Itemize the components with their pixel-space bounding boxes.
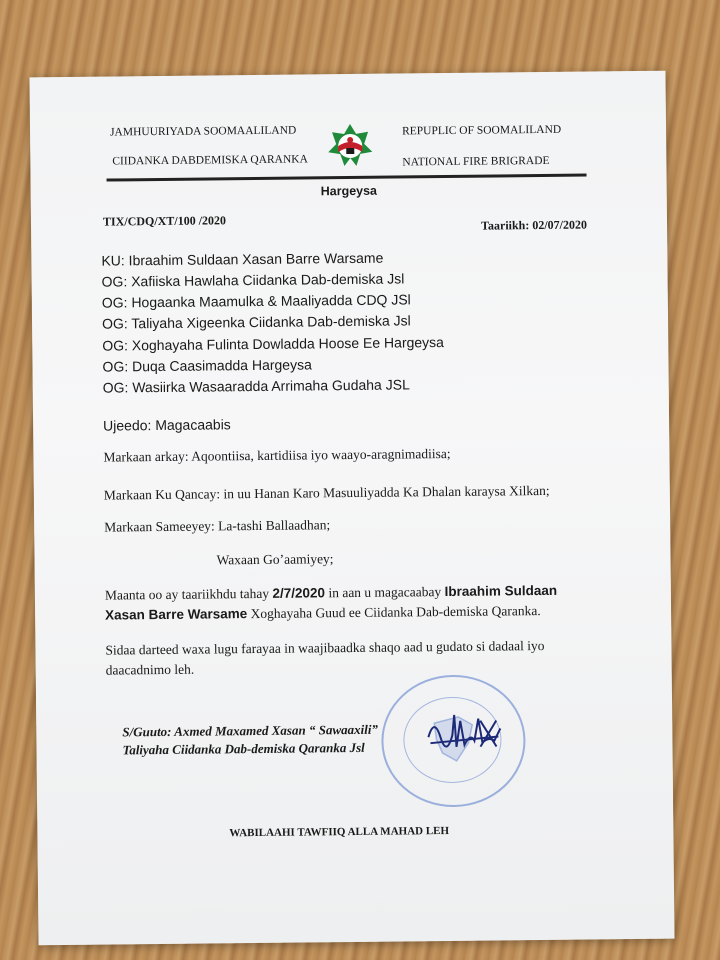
recipient-line: OG: Xafiiska Hawlaha Ciidanka Dab-demiska Jsl: [101, 270, 405, 290]
appointment-text: in aan u magacaabay: [324, 584, 445, 601]
signatory-name: S/Guuto: Axmed Maxamed Xasan “ Sawaaxili”: [122, 721, 378, 740]
signatory-title: Taliyaha Ciidanka Dab-demiska Qaranka Jsl: [122, 739, 365, 758]
header-right-line2: NATIONAL FIRE BRIGRADE: [402, 154, 550, 169]
appointment-paragraph-line1: [105, 583, 557, 604]
header-left-line1: JAMHUURIYADA SOOMAALILAND: [109, 124, 297, 139]
recipient-line: OG: Duqa Caasimadda Hargeysa: [102, 356, 312, 375]
paragraph-arkay: Markaan arkay: Aqoontiisa, kartidiisa iyo waayo-aragnimadiisa;: [103, 445, 451, 465]
appointment-text: Xoghayaha Guud ee Ciidanka Dab-demiska Qaranka.: [247, 603, 541, 622]
header-left-line2: CIIDANKA DABDEMISKA QARANKA: [112, 153, 308, 168]
recipient-line: OG: Hogaanka Maamulka & Maaliyadda CDQ JSl: [101, 291, 411, 311]
header-right-line1: REPUPLIC OF SOOMALILAND: [401, 123, 562, 138]
letter-date: Taariikh: 02/07/2020: [480, 217, 588, 233]
paragraph-qancay: Markaan Ku Qancay: in uu Hanan Karo Masuuliyadda Ka Dhalan karaysa Xilkan;: [103, 482, 550, 503]
paragraph-sameeyey: Markaan Sameeyey: La-tashi Ballaadhan;: [104, 517, 331, 535]
recipient-line: OG: Wasiirka Wasaaradda Arrimaha Gudaha JSL: [102, 376, 410, 396]
header-divider: [107, 174, 587, 182]
appointment-text: Maanta oo ay taariikhdu tahay: [104, 585, 273, 603]
appointment-date: 2/7/2020: [272, 585, 326, 601]
appointee-name: Ibraahim Suldaan: [444, 582, 558, 600]
closing-footer: WABILAAHI TAWFIIQ ALLA MAHAD LEH: [229, 825, 450, 840]
letter-paper: [29, 71, 674, 946]
recipient-line: KU: Ibraahim Suldaan Xasan Barre Warsame: [101, 249, 384, 269]
paragraph-goaamiyey: Waxaan Go’aamiyey;: [216, 551, 334, 568]
reference-number: TIX/CDQ/XT/100 /2020: [102, 213, 227, 229]
national-emblem-logo: [326, 122, 375, 171]
recipient-line: OG: Taliyaha Xigeenka Ciidanka Dab-demiska Jsl: [101, 312, 411, 332]
closing-paragraph-line2: daacadnimo leh.: [105, 661, 195, 678]
city-name: Hargeysa: [320, 183, 378, 199]
closing-paragraph-line1: Sidaa darteed waxa lugu farayaa in waajibaadka shaqo aad u gudato si dadaal iyo: [105, 637, 545, 658]
subject-line: Ujeedo: Magacaabis: [103, 416, 231, 434]
recipient-line: OG: Xoghayaha Fulinta Dowladda Hoose Ee Hargeysa: [102, 334, 444, 354]
appointee-name: Xasan Barre Warsame: [105, 606, 248, 623]
appointment-paragraph-line2: [105, 603, 541, 624]
handwritten-signature: [424, 706, 507, 759]
